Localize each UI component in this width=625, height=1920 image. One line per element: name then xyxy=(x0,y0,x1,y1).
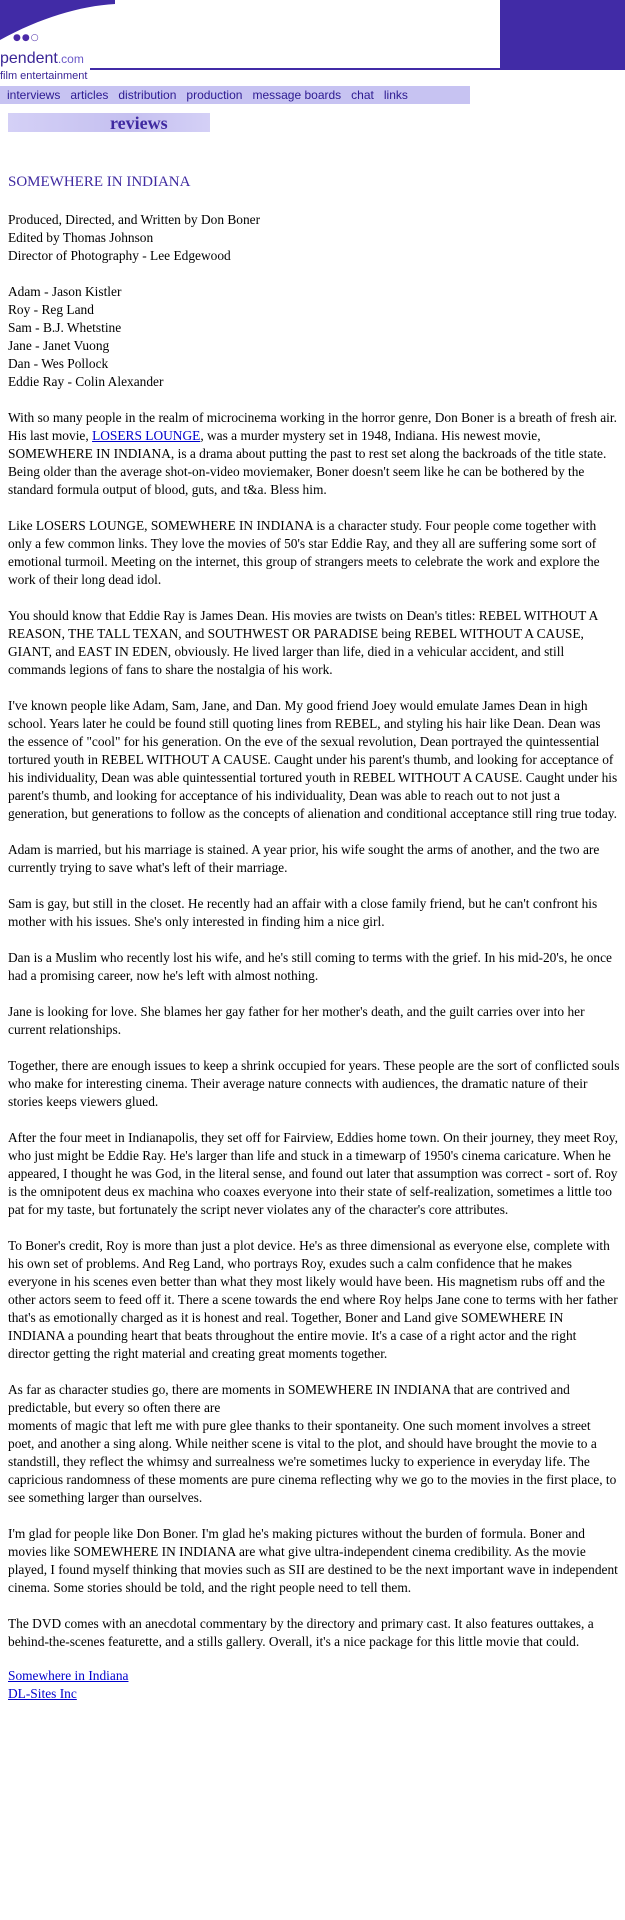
credits-block xyxy=(8,211,620,265)
cast-line: Jane - Janet Vuong xyxy=(8,338,110,353)
nav-interviews[interactable]: interviews xyxy=(7,88,61,102)
nav-articles[interactable]: articles xyxy=(70,88,109,102)
review-paragraph: Adam is married, but his marriage is stained. A year prior, his wife sought the arms of another, and the two are currently trying to save what's left of their marriage. xyxy=(8,842,600,875)
paragraph-text: With so many people in the realm of microcinema working in the horror genre, Don Boner is a breath of fresh air. His last movie, xyxy=(8,410,617,443)
review-paragraph xyxy=(8,409,620,499)
cast-line: Roy - Reg Land xyxy=(8,302,94,317)
logo-wordmark-main: pendent xyxy=(0,50,58,67)
review-paragraph: To Boner's credit, Roy is more than just a plot device. He's as three dimensional as everyone else, complete with his own set of problems. And Reg Land, who portrays Roy, exudes such a calm confidence that he makes everyone in his scenes even better than what they most likely would have been. His magnetism rubs off and the other actors seem to feed off it. There a scene towards the end where Roy helps Jane cone to terms with her father that's as emotionally charged as it is honest and real. Together, Boner and Land give SOMEWHERE IN INDIANA a pounding heart that beats throughout the entire movie. It's a case of a right actor and the right director getting the right material and creating great moments together. xyxy=(8,1238,618,1361)
cast-block xyxy=(8,283,620,391)
logo-subtitle: film entertainment xyxy=(0,70,88,82)
review-paragraph: Like LOSERS LOUNGE, SOMEWHERE IN INDIANA is a character study. Four people come together with only a few common links. They love the movies of 50's star Eddie Ray, and they all are suffering some sort of emotional turmoil. Meeting on the internet, this group of strangers meets to celebrate the work and explore the work of their long dead idol. xyxy=(8,518,600,587)
logo-dots-icon: ●●○ xyxy=(13,33,40,43)
section-label: reviews xyxy=(110,113,168,133)
credit-line: Director of Photography - Lee Edgewood xyxy=(8,248,231,263)
review-paragraph: Jane is looking for love. She blames her gay father for her mother's death, and the guilt carries over into her current relationships. xyxy=(8,1004,585,1037)
review-paragraph: Sam is gay, but still in the closet. He recently had an affair with a close family friend, but he can't confront his mother with his issues. She's only interested in finding him a nice girl. xyxy=(8,896,598,929)
nav-message-boards[interactable]: message boards xyxy=(252,88,342,102)
section-banner xyxy=(8,113,210,132)
footer-links xyxy=(8,1667,620,1703)
review-paragraph: I've known people like Adam, Sam, Jane, and Dan. My good friend Joey would emulate James Dean in high school. Years later he could be found still quoting lines from REBEL, and styling his hair like Dean. Dean was the essence of "cool" for his generation. On the eve of the sexual revolution, Dean portrayed the quintessential tortured youth in REBEL WITHOUT A CAUSE. Caught under his parent's thumb, and looking for acceptance of his individuality, Dean was able quintessential tortured youth in REBEL WITHOUT A CAUSE. Caught under his parent's thumb, and looking for acceptance of his individuality, Dean was able to reach out to not just a generation, but generations to follow as the concepts of alienation and conditional acceptance still ring true today. xyxy=(8,698,618,821)
review-article xyxy=(8,173,620,1703)
cast-line: Dan - Wes Pollock xyxy=(8,356,109,371)
review-paragraph: Dan is a Muslim who recently lost his wife, and he's still coming to terms with the grief. In his mid-20's, he once had a promising career, now he's left with almost nothing. xyxy=(8,950,612,983)
movie-site-link[interactable]: Somewhere in Indiana xyxy=(8,1668,129,1683)
nav-links[interactable]: links xyxy=(383,88,408,102)
cast-line: Adam - Jason Kistler xyxy=(8,284,122,299)
header-color-block xyxy=(500,0,625,68)
review-paragraph xyxy=(8,1381,620,1507)
credit-line: Produced, Directed, and Written by Don Boner xyxy=(8,212,261,227)
review-paragraph: Together, there are enough issues to keep a shrink occupied for years. These people are the sort of conflicted souls who make for interesting cinema. Their average nature connects with audiences, the dramatic nature of their stories keeps viewers glued. xyxy=(8,1058,620,1109)
review-title: SOMEWHERE IN INDIANA xyxy=(8,174,191,190)
nav-distribution[interactable]: distribution xyxy=(118,88,177,102)
nav-chat[interactable]: chat xyxy=(351,88,374,102)
cast-line: Eddie Ray - Colin Alexander xyxy=(8,374,164,389)
cast-line: Sam - B.J. Whetstine xyxy=(8,320,122,335)
review-paragraph: The DVD comes with an anecdotal commentary by the directory and primary cast. It also features outtakes, a behind-the-scenes featurette, and a stills gallery. Overall, it's a nice package for this little movie that could. xyxy=(8,1616,594,1649)
company-site-link[interactable]: DL-Sites Inc xyxy=(8,1686,77,1701)
review-paragraph: You should know that Eddie Ray is James Dean. His movies are twists on Dean's titles: REBEL WITHOUT A REASON, THE TALL TEXAN, and SOUTHWEST OR PARADISE being REBEL WITHOUT A CAUSE, GIANT, and EAST IN EDEN, obviously. He lived larger than life, died in a vehicular accident, and still commands legions of fans to share the nostalgia of his work. xyxy=(8,608,598,677)
losers-lounge-link[interactable]: LOSERS LOUNGE xyxy=(92,428,201,443)
logo-wordmark-suffix: .com xyxy=(57,52,84,66)
review-paragraph: After the four meet in Indianapolis, they set off for Fairview, Eddies home town. On their journey, they meet Roy, who just might be Eddie Ray. He's larger than life and stuck in a timewarp of 1950's cinema caricature. When he appeared, I thought he was God, in the literal sense, and found out later that assumption was correct - sort of. Roy is the omnipotent deus ex machina who coaxes everyone into their state of self-realization, sometimes a little too pat for my taste, but fortunately the script never violates any of the character's core attributes. xyxy=(8,1130,618,1217)
site-logo[interactable] xyxy=(0,0,115,82)
site-header xyxy=(0,0,625,86)
paragraph-text: As far as character studies go, there are moments in SOMEWHERE IN INDIANA that are contrived and predictable, but every so often there are xyxy=(8,1382,570,1415)
main-nav xyxy=(0,86,470,104)
paragraph-text: moments of magic that left me with pure glee thanks to their spontaneity. One such moment involves a street poet, and another a sing along. While neither scene is vital to the plot, and should have brought the movie to a standstill, they reflect the whimsy and surrealness we're sometimes lucky to experience in everyday life. The capricious randomness of these moments are pure cinema reflecting why we go to the movies in the first place, to see something larger than ourselves. xyxy=(8,1418,617,1505)
header-divider xyxy=(90,68,625,70)
review-paragraph: I'm glad for people like Don Boner. I'm glad he's making pictures without the burden of formula. Boner and movies like SOMEWHERE IN INDIANA are what give ultra-independent cinema credibility. As the movie played, I found myself thinking that movies such as SII are destined to be the next important wave in independent cinema. Some stories should be told, and the right people need to tell them. xyxy=(8,1526,618,1595)
credit-line: Edited by Thomas Johnson xyxy=(8,230,154,245)
nav-production[interactable]: production xyxy=(186,88,243,102)
logo-wordmark xyxy=(0,50,84,68)
paragraph-text: , was a murder mystery set in 1948, Indiana. His newest movie, SOMEWHERE IN INDIANA, is a drama about putting the past to rest set along the backroads of the title state. Being older than the average shot-on-video moviemaker, Boner doesn't seem like he can be bothered by the standard formula output of blood, guts, and t&a. Bless him. xyxy=(8,428,607,497)
